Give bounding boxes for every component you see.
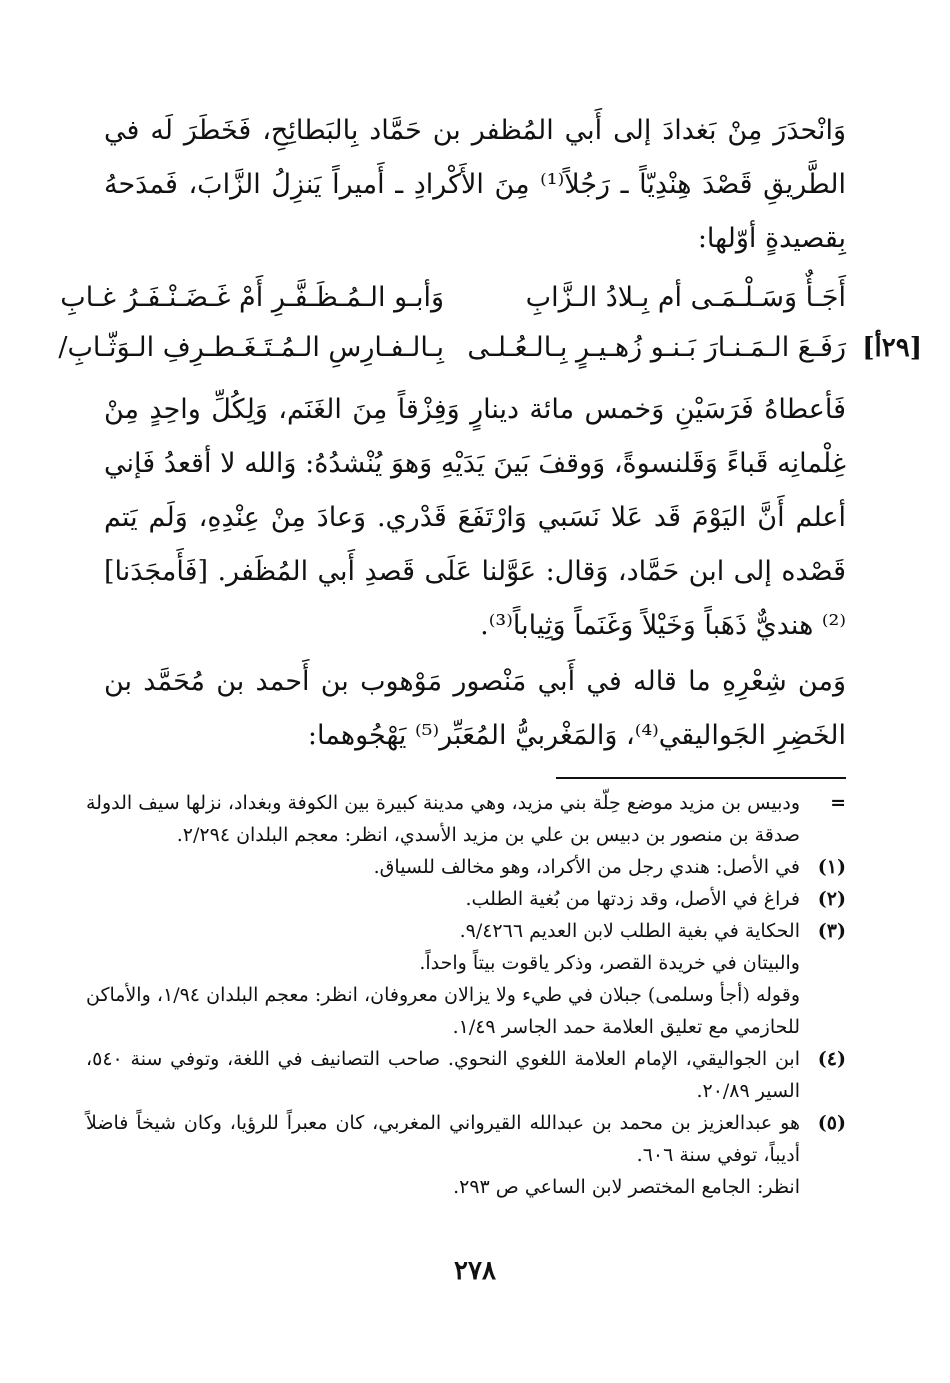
verse-2-second-hemistich: بِـالـفـارِسِ الـمُـتَـغَـطـرِفِ الـوَثّـابِ/ — [58, 332, 444, 363]
footnote-continued — [86, 787, 846, 851]
verse-line-1 — [60, 276, 846, 320]
footnotes — [86, 787, 846, 1203]
footnote-text: في الأصل: هندي رجل من الأكراد، وهو مخالف للسياق. — [373, 856, 800, 878]
footnote-5 — [86, 1107, 846, 1203]
footnote-text: وقوله (أجأ وسلمى) جبلان في طيء ولا يزالان معروفان، انظر: معجم البلدان ١/٩٤، والأماكن للحازمي مع تعليق العلامة حمد الجاسر ١/٤٩. — [86, 984, 800, 1038]
footnote-marker: (١) — [817, 856, 846, 878]
footnote-text: الحكاية في بغية الطلب لابن العديم ٩/٤٢٦٦. — [459, 920, 800, 942]
footnote-1 — [86, 851, 846, 883]
verse-2-first-hemistich: رَفَـعَ الـمَـنـارَ بَـنـو زُهـيـرٍ بِـالـعُـلـى — [467, 332, 846, 363]
footnote-text: والبيتان في خريدة القصر، وذكر ياقوت بيتاً واحداً. — [419, 952, 800, 974]
footnote-marker: (٤) — [817, 1048, 846, 1070]
paragraph-intro: وَانْحدَرَ مِنْ بَغدادَ إلى أَبي المُظفر بن حَمَّاد بِالبَطائِحِ، فَخَطَرَ لَه في الطَّريقِ قَصْدَ هِنْدِيّاً ـ رَجُلاً⁽¹⁾ مِنَ الأَكْرادِ ـ أَميراً يَنزِلُ الزَّابَ، فَمدَحهُ بِقصيدةٍ أوّلها: — [104, 115, 846, 254]
footnote-text: هو عبدالعزيز بن محمد بن عبدالله القيرواني المغربي، كان معبراً للرؤيا، وكان شيخاً فاضلاً أديباً، توفي سنة ٦٠٦. — [86, 1112, 800, 1166]
page-number: ٢٧٨ — [454, 1256, 496, 1286]
footnote-3 — [86, 915, 846, 1043]
footnote-text: ودبيس بن مزيد موضع حِلّة بني مزيد، وهي مدينة كبيرة بين الكوفة وبغداد، نزلها سيف الدولة صدقة بن منصور بن دبيس بن علي بن مزيد الأسدي، انظر: معجم البلدان ٢/٢٩٤. — [86, 792, 800, 846]
footnote-4 — [86, 1043, 846, 1107]
verse-1-first-hemistich: أَجَـأٌ وَسَـلْـمَـى أم بِـلادُ الـزَّابِ — [525, 282, 846, 313]
footnote-text: فراغ في الأصل، وقد زدتها من بُغية الطلب. — [465, 888, 800, 910]
verse-line-2 — [58, 326, 846, 370]
verse-1-second-hemistich: وَأبـو الـمُـظَـفَّـرِ أَمْ غَـضَـنْـفَـرُ غـابِ — [60, 282, 444, 313]
footnote-text: انظر: الجامع المختصر لابن الساعي ص ٢٩٣. — [453, 1176, 800, 1198]
paragraph-reward: فَأعطاهُ فَرَسَيْنِ وَخمس مائة دينارٍ وَفِزْقاً مِنَ الغَنَم، وَلِكُلِّ واحِدٍ مِنْ غِلْمانِه قَباءً وَقَلنسوةً، وَوقفَ بَينَ يَدَيْهِ وَهوَ يُنْشدُهُ: وَالله لا أقعدُ فَإني أعلم أَنَّ اليَوْمَ قَد عَلا نَسَبي وَارْتَفَعَ قَدْري. وَعادَ مِنْ عِنْدِهِ، وَلَم يَتم قَصْده إلى ابن حَمَّاد، وَقال: عَوَّلنا عَلَى قَصدِ أَبي المُظَفر. [فَأَمجَدَنا]⁽²⁾ هنديٌّ ذَهَباً وَخَيْلاً وَغَنَماً وَثِياباً⁽³⁾. — [104, 394, 846, 641]
footnote-separator — [556, 777, 846, 779]
footnote-marker: = — [830, 792, 846, 814]
manuscript-folio-marker: [٢٩أ] — [862, 333, 922, 363]
footnote-2 — [86, 883, 846, 915]
footnote-text: ابن الجواليقي، الإمام العلامة اللغوي النحوي. صاحب التصانيف في اللغة، وتوفي سنة ٥٤٠، السير ٢٠/٨٩. — [86, 1048, 800, 1102]
footnote-marker: (٢) — [817, 888, 846, 910]
footnote-marker: (٥) — [817, 1112, 846, 1134]
paragraph-satire: وَمن شِعْرِهِ ما قاله في أَبي مَنْصور مَوْهوب بن أَحمد بن مُحَمَّد بن الخَضِرِ الجَواليقي⁽⁴⁾، وَالمَغْربيُّ المُعَبِّر⁽⁵⁾ يَهْجُوهما: — [104, 666, 846, 751]
footnote-marker: (٣) — [817, 920, 846, 942]
